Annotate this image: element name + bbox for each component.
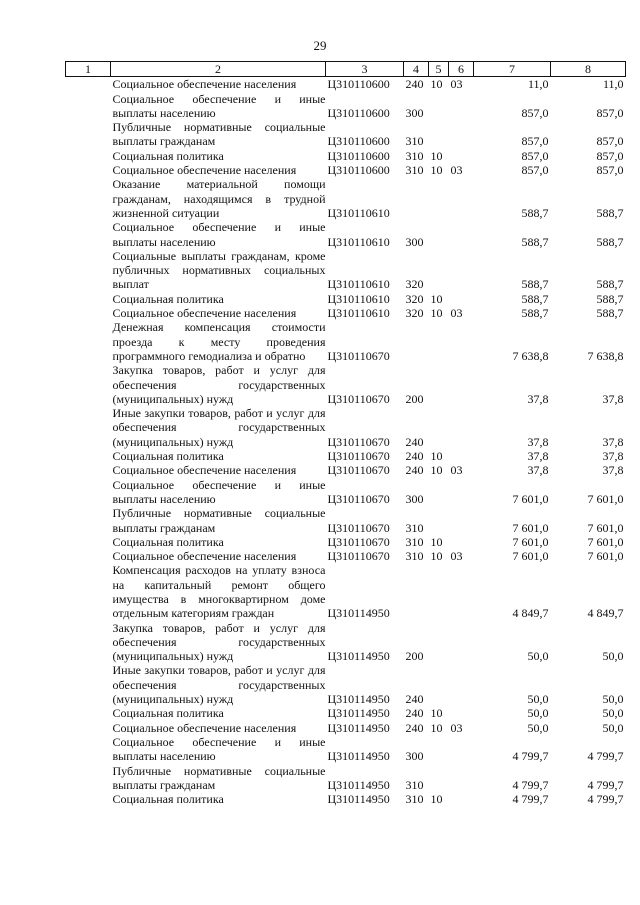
row-expense-type: 240 — [405, 449, 424, 464]
row-target-article: Ц310114950 — [327, 792, 390, 807]
row-section: 10 — [430, 291, 443, 306]
row-name: Оказание материальной помощи гражданам, находящимся в трудной жизненной ситуации — [112, 177, 326, 220]
header-col-2: 2 — [111, 62, 326, 77]
row-section: 10 — [430, 792, 443, 807]
row-section — [429, 120, 449, 149]
row-name: Социальное обеспечение населения — [112, 549, 297, 564]
row-name: Иные закупки товаров, работ и услуг для обеспечения государственных (муниципальных) нужд — [112, 663, 326, 707]
row-amount-year-1: 7 601,0 — [512, 520, 549, 535]
row-expense-type: 240 — [405, 77, 424, 92]
row-expense-type: 310 — [405, 534, 424, 549]
row-amount-year-2: 4 799,7 — [587, 792, 624, 807]
row-amount-year-2: 588,7 — [596, 291, 624, 306]
row-name: Социальная политика — [112, 792, 224, 807]
row-subsection: 03 — [450, 306, 463, 321]
row-amount-year-2: 588,7 — [596, 234, 624, 249]
row-name: Социальное обеспечение и иные выплаты населению — [112, 91, 326, 120]
row-section — [429, 220, 449, 249]
table-row — [66, 449, 626, 463]
row-target-article: Ц310110670 — [327, 491, 390, 506]
row-section — [429, 735, 449, 764]
row-subsection — [449, 663, 474, 706]
row-subsection — [449, 563, 474, 620]
row-expense-type: 310 — [405, 134, 424, 149]
row-subsection — [449, 735, 474, 764]
row-amount-year-2: 4 799,7 — [587, 749, 624, 764]
row-section — [429, 506, 449, 535]
row-name: Компенсация расходов на уплату взноса на капитальный ремонт общего имущества в многоквартирном доме отдельным категориям граждан — [112, 563, 326, 621]
row-subsection — [449, 320, 474, 363]
row-amount-year-1: 857,0 — [521, 163, 549, 178]
table-row — [66, 735, 626, 764]
row-subsection — [449, 177, 474, 220]
row-amount-year-1: 588,7 — [521, 277, 549, 292]
row-amount-year-2: 50,0 — [602, 720, 624, 735]
row-subsection — [449, 292, 474, 306]
row-section — [429, 621, 449, 664]
row-expense-type: 320 — [405, 291, 424, 306]
row-name: Закупка товаров, работ и услуг для обеспечения государственных (муниципальных) нужд — [112, 363, 326, 406]
row-name: Социальные выплаты гражданам, кроме публичных нормативных социальных выплат — [112, 248, 326, 292]
row-expense-type — [404, 177, 429, 220]
row-expense-type: 310 — [405, 520, 424, 535]
row-amount-year-1: 37,8 — [527, 463, 549, 478]
table-row — [66, 249, 626, 292]
row-amount-year-1: 50,0 — [527, 692, 549, 707]
table-row — [66, 406, 626, 449]
row-section: 10 — [430, 77, 443, 92]
row-section: 10 — [430, 306, 443, 321]
header-row — [66, 62, 626, 77]
header-col-1: 1 — [66, 62, 111, 77]
row-section — [429, 563, 449, 620]
row-amount-year-1: 7 601,0 — [512, 534, 549, 549]
row-amount-year-1: 7 601,0 — [512, 549, 549, 564]
row-name: Социальное обеспечение и иные выплаты населению — [112, 477, 326, 506]
row-name: Социальное обеспечение населения — [112, 77, 297, 92]
table-row — [66, 120, 626, 149]
row-subsection — [449, 120, 474, 149]
row-target-article: Ц310110670 — [327, 534, 390, 549]
row-target-article: Ц310110670 — [327, 348, 390, 363]
row-target-article: Ц310114950 — [327, 777, 390, 792]
row-section — [429, 406, 449, 449]
row-name: Социальное обеспечение населения — [112, 463, 297, 478]
row-target-article: Ц310110670 — [327, 463, 390, 478]
row-amount-year-1: 857,0 — [521, 148, 549, 163]
row-amount-year-2: 37,8 — [602, 463, 624, 478]
table-row — [66, 535, 626, 549]
row-expense-type: 300 — [405, 105, 424, 120]
row-expense-type: 320 — [405, 306, 424, 321]
row-expense-type: 240 — [405, 434, 424, 449]
row-name: Социальное обеспечение населения — [112, 163, 297, 178]
row-section — [429, 92, 449, 121]
row-expense-type: 240 — [405, 706, 424, 721]
row-target-article: Ц310110670 — [327, 449, 390, 464]
row-amount-year-2: 588,7 — [596, 205, 624, 220]
table-body — [66, 77, 626, 807]
row-target-article: Ц310110670 — [327, 391, 390, 406]
table-row — [66, 320, 626, 363]
row-amount-year-1: 50,0 — [527, 720, 549, 735]
row-expense-type: 200 — [405, 391, 424, 406]
row-amount-year-1: 857,0 — [521, 105, 549, 120]
row-name: Закупка товаров, работ и услуг для обеспечения государственных (муниципальных) нужд — [112, 620, 326, 664]
row-amount-year-1: 588,7 — [521, 306, 549, 321]
row-target-article: Ц310114950 — [327, 606, 390, 621]
table-row — [66, 563, 626, 620]
row-section — [429, 249, 449, 292]
row-amount-year-1: 7 638,8 — [512, 348, 549, 363]
row-expense-type: 240 — [405, 463, 424, 478]
row-amount-year-2: 11,0 — [602, 77, 624, 92]
row-amount-year-2: 7 638,8 — [587, 348, 624, 363]
row-subsection — [449, 478, 474, 507]
row-amount-year-1: 4 799,7 — [512, 792, 549, 807]
row-section — [429, 177, 449, 220]
row-section — [429, 363, 449, 406]
row-expense-type — [404, 563, 429, 620]
table-row — [66, 77, 626, 92]
table-header — [66, 62, 626, 77]
row-target-article: Ц310110670 — [327, 520, 390, 535]
table-row — [66, 506, 626, 535]
row-name: Публичные нормативные социальные выплаты гражданам — [112, 120, 326, 149]
row-target-article: Ц310110600 — [327, 105, 390, 120]
row-name: Денежная компенсация стоимости проезда к месту проведения программного гемодиализа и обратно — [112, 320, 326, 363]
row-subsection — [449, 249, 474, 292]
header-col-5: 5 — [429, 62, 449, 77]
table-row — [66, 549, 626, 563]
table-row — [66, 764, 626, 793]
row-target-article: Ц310110610 — [327, 234, 390, 249]
row-section: 10 — [430, 720, 443, 735]
row-target-article: Ц310114950 — [327, 720, 390, 735]
row-subsection — [449, 764, 474, 793]
row-target-article: Ц310110610 — [327, 277, 390, 292]
row-subsection — [449, 363, 474, 406]
row-amount-year-2: 50,0 — [602, 692, 624, 707]
row-amount-year-1: 588,7 — [521, 205, 549, 220]
row-amount-year-2: 4 849,7 — [587, 606, 624, 621]
row-expense-type: 310 — [405, 792, 424, 807]
row-amount-year-1: 588,7 — [521, 291, 549, 306]
row-expense-type: 240 — [405, 692, 424, 707]
row-target-article: Ц310110670 — [327, 549, 390, 564]
row-subsection — [449, 449, 474, 463]
row-section — [429, 663, 449, 706]
row-amount-year-1: 37,8 — [527, 449, 549, 464]
row-section — [429, 478, 449, 507]
row-target-article: Ц310114950 — [327, 749, 390, 764]
row-amount-year-2: 37,8 — [602, 449, 624, 464]
row-name: Социальная политика — [112, 291, 224, 306]
table-row — [66, 92, 626, 121]
row-expense-type: 310 — [405, 163, 424, 178]
row-amount-year-2: 857,0 — [596, 163, 624, 178]
row-target-article: Ц310110600 — [327, 163, 390, 178]
row-target-article: Ц310110600 — [327, 148, 390, 163]
table-row — [66, 721, 626, 735]
row-amount-year-2: 588,7 — [596, 306, 624, 321]
row-name: Публичные нормативные социальные выплаты гражданам — [112, 763, 326, 792]
row-name: Социальное обеспечение и иные выплаты населению — [112, 220, 326, 249]
header-col-7: 7 — [474, 62, 551, 77]
row-section — [429, 320, 449, 363]
row-expense-type: 320 — [405, 277, 424, 292]
header-col-6: 6 — [449, 62, 474, 77]
table-row — [66, 220, 626, 249]
row-section: 10 — [430, 534, 443, 549]
row-expense-type: 310 — [405, 549, 424, 564]
row-subsection: 03 — [450, 77, 463, 92]
header-col-4: 4 — [404, 62, 429, 77]
row-amount-year-1: 37,8 — [527, 391, 549, 406]
row-target-article: Ц310110600 — [327, 77, 390, 92]
row-subsection — [449, 220, 474, 249]
row-amount-year-1: 4 849,7 — [512, 606, 549, 621]
row-section: 10 — [430, 449, 443, 464]
row-expense-type — [404, 320, 429, 363]
row-target-article: Ц310110610 — [327, 205, 390, 220]
page-number: 29 — [313, 38, 327, 53]
row-expense-type: 240 — [405, 720, 424, 735]
row-target-article: Ц310110610 — [327, 306, 390, 321]
budget-table — [65, 61, 626, 806]
row-name: Социальная политика — [112, 449, 224, 464]
table-row — [66, 149, 626, 163]
table-row — [66, 177, 626, 220]
row-subsection — [449, 792, 474, 806]
row-subsection — [449, 621, 474, 664]
row-expense-type: 200 — [405, 649, 424, 664]
row-subsection: 03 — [450, 163, 463, 178]
row-amount-year-1: 37,8 — [527, 434, 549, 449]
row-subsection — [449, 92, 474, 121]
row-subsection — [449, 535, 474, 549]
row-amount-year-2: 7 601,0 — [587, 549, 624, 564]
table-row — [66, 306, 626, 320]
row-amount-year-2: 50,0 — [602, 706, 624, 721]
row-expense-type: 300 — [405, 234, 424, 249]
row-amount-year-2: 7 601,0 — [587, 491, 624, 506]
row-name: Социальное обеспечение населения — [112, 306, 297, 321]
row-amount-year-2: 588,7 — [596, 277, 624, 292]
row-amount-year-2: 7 601,0 — [587, 520, 624, 535]
row-amount-year-2: 857,0 — [596, 105, 624, 120]
row-name: Социальная политика — [112, 148, 224, 163]
row-name: Иные закупки товаров, работ и услуг для обеспечения государственных (муниципальных) нужд — [112, 406, 326, 449]
table-row — [66, 621, 626, 664]
header-col-8: 8 — [551, 62, 626, 77]
row-subsection — [449, 149, 474, 163]
row-target-article: Ц310110670 — [327, 434, 390, 449]
row-amount-year-1: 7 601,0 — [512, 491, 549, 506]
row-amount-year-1: 588,7 — [521, 234, 549, 249]
row-subsection: 03 — [450, 463, 463, 478]
row-amount-year-2: 4 799,7 — [587, 777, 624, 792]
row-target-article: Ц310114950 — [327, 649, 390, 664]
table-row — [66, 663, 626, 706]
row-expense-type: 310 — [405, 148, 424, 163]
row-expense-type: 310 — [405, 777, 424, 792]
table-row — [66, 478, 626, 507]
row-target-article: Ц310110610 — [327, 291, 390, 306]
row-name: Социальное обеспечение населения — [112, 720, 297, 735]
row-amount-year-1: 11,0 — [527, 77, 549, 92]
table-row — [66, 363, 626, 406]
table-row — [66, 463, 626, 477]
row-section: 10 — [430, 706, 443, 721]
row-amount-year-2: 7 601,0 — [587, 534, 624, 549]
row-name: Социальная политика — [112, 534, 224, 549]
row-amount-year-1: 4 799,7 — [512, 777, 549, 792]
header-col-3: 3 — [326, 62, 404, 77]
row-amount-year-2: 50,0 — [602, 649, 624, 664]
row-subsection: 03 — [450, 549, 463, 564]
row-section: 10 — [430, 463, 443, 478]
row-amount-year-1: 50,0 — [527, 706, 549, 721]
row-name: Социальная политика — [112, 706, 224, 721]
row-subsection — [449, 506, 474, 535]
row-section: 10 — [430, 549, 443, 564]
row-target-article: Ц310110600 — [327, 134, 390, 149]
row-amount-year-2: 37,8 — [602, 434, 624, 449]
row-amount-year-1: 4 799,7 — [512, 749, 549, 764]
row-subsection: 03 — [450, 720, 463, 735]
table-row — [66, 163, 626, 177]
row-amount-year-2: 37,8 — [602, 391, 624, 406]
table-row — [66, 792, 626, 806]
row-name: Публичные нормативные социальные выплаты гражданам — [112, 506, 326, 535]
row-target-article: Ц310114950 — [327, 692, 390, 707]
row-expense-type: 300 — [405, 491, 424, 506]
row-section: 10 — [430, 148, 443, 163]
row-name: Социальное обеспечение и иные выплаты населению — [112, 734, 326, 764]
table-row — [66, 292, 626, 306]
table-row — [66, 706, 626, 720]
row-target-article: Ц310114950 — [327, 706, 390, 721]
row-subsection — [449, 706, 474, 720]
row-subsection — [449, 406, 474, 449]
row-amount-year-1: 857,0 — [521, 134, 549, 149]
row-amount-year-1: 50,0 — [527, 649, 549, 664]
row-section: 10 — [430, 163, 443, 178]
row-amount-year-2: 857,0 — [596, 148, 624, 163]
row-section — [429, 764, 449, 793]
row-expense-type: 300 — [405, 749, 424, 764]
row-amount-year-2: 857,0 — [596, 134, 624, 149]
